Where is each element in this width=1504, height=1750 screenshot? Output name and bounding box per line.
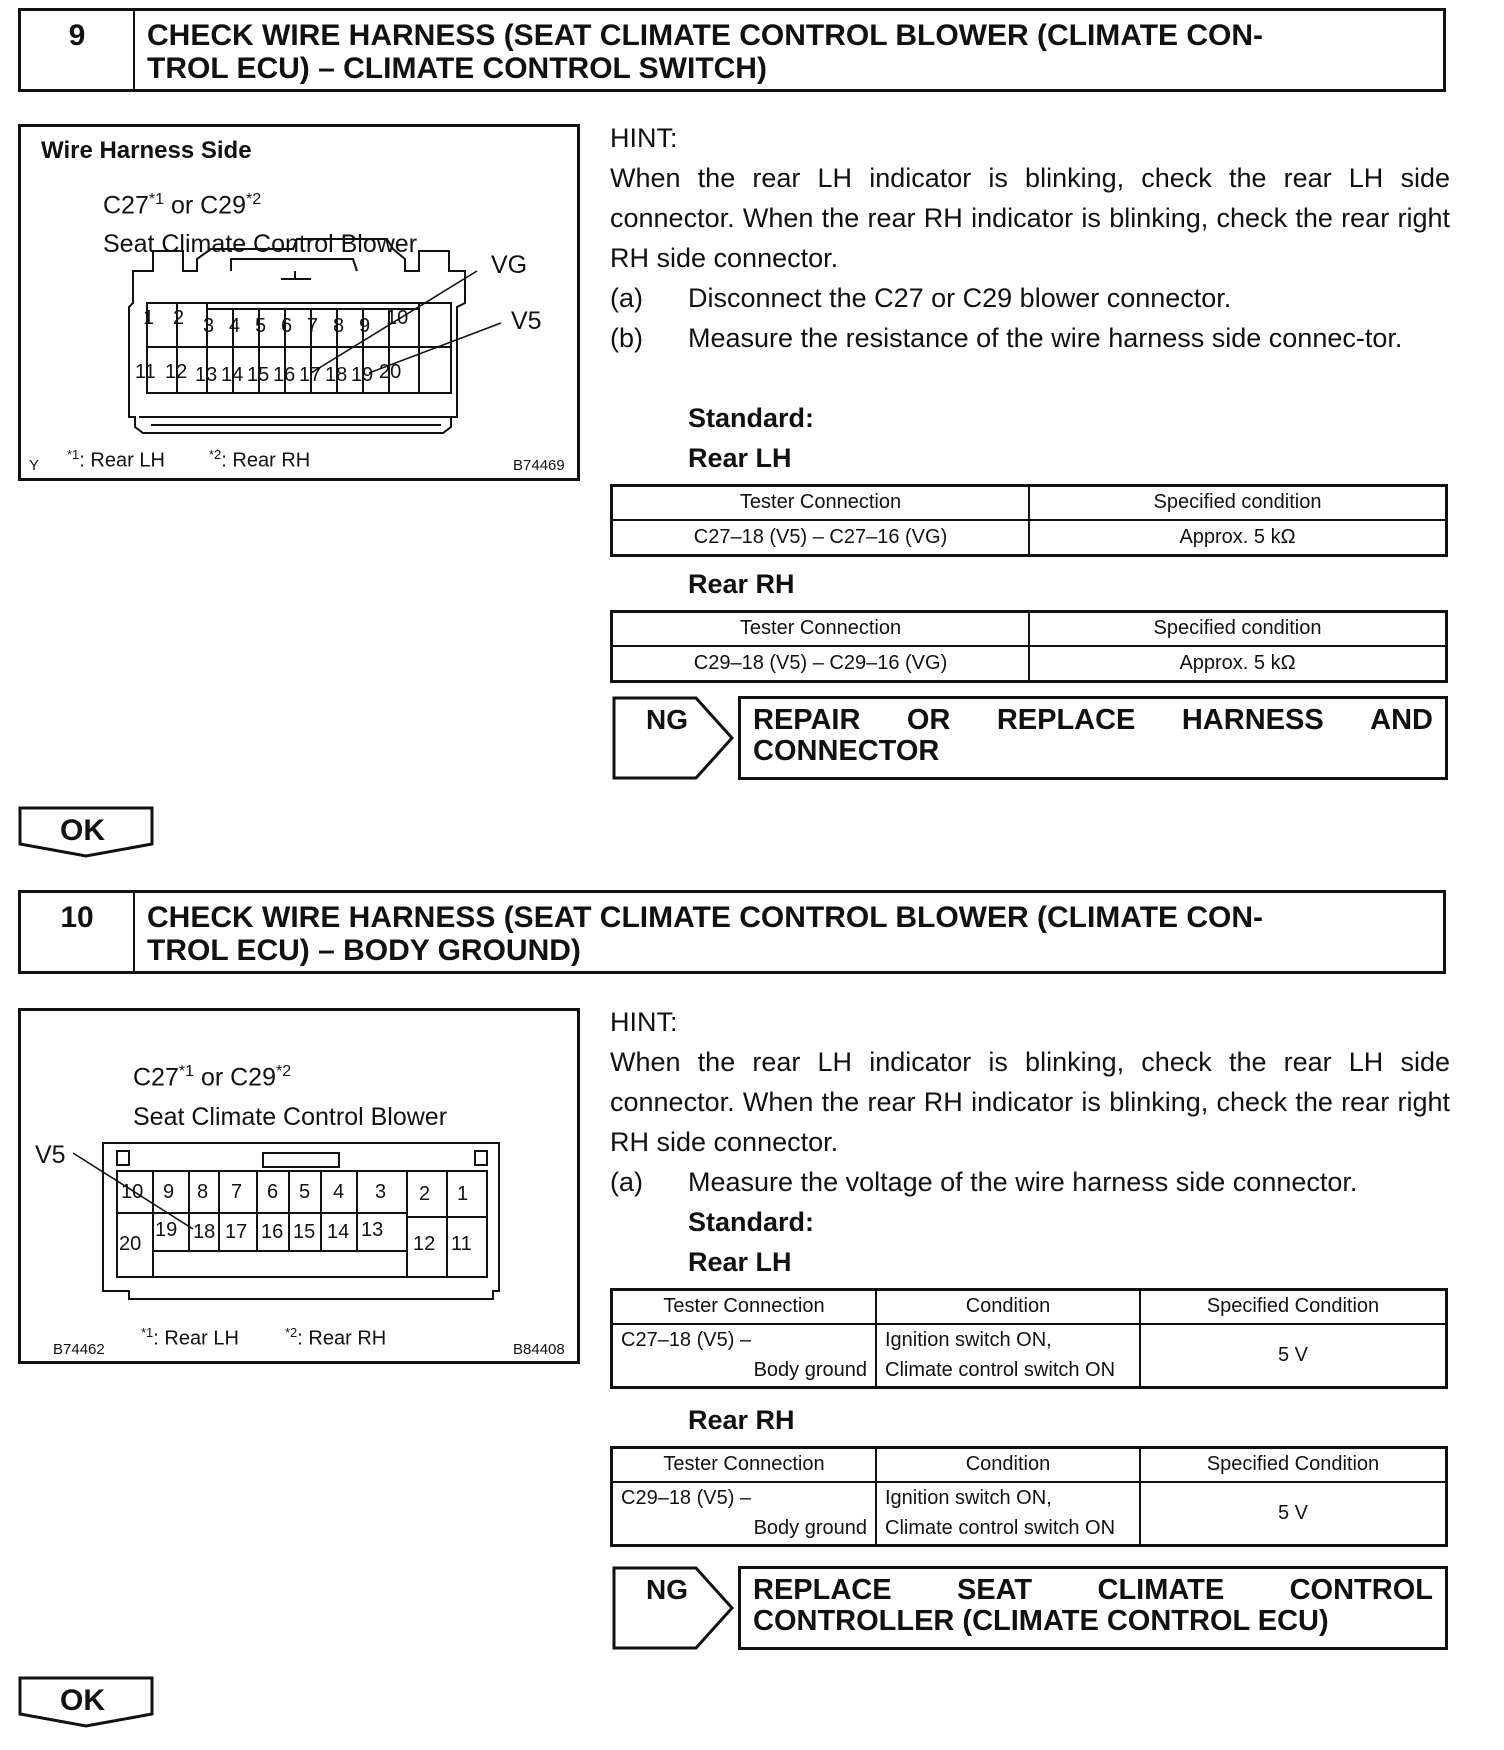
ng-label: NG <box>646 1574 688 1605</box>
pin-label: 19 <box>351 364 374 386</box>
pin-label: 7 <box>307 315 319 337</box>
pin-label: 4 <box>229 315 241 337</box>
pin-label: 10 <box>121 1181 144 1203</box>
terminal-label-vg: VG <box>491 251 528 279</box>
tester-connection-line2: Body ground <box>753 1359 867 1382</box>
ng-action-line1 <box>753 705 1433 736</box>
footnote-2-text: : Rear RH <box>297 1327 387 1350</box>
mark-a: *1 <box>148 191 164 208</box>
pin-label: 15 <box>247 364 270 386</box>
step-title-line2: TROL ECU) – BODY GROUND) <box>147 934 581 967</box>
step-number: 9 <box>21 11 135 89</box>
ng-word: HARNESS <box>1181 704 1324 736</box>
tester-connection-line1: C27–18 (V5) – <box>621 1329 752 1352</box>
step-10-header <box>18 890 1446 974</box>
ng-word: SEAT <box>956 1574 1033 1606</box>
pin-label: 11 <box>135 361 156 383</box>
instruction-b <box>610 318 1450 358</box>
table-row <box>612 1482 1447 1546</box>
pin-label: 13 <box>361 1219 384 1241</box>
instruction-text: Measure the resistance of the wire harness side connec-tor. <box>688 323 1403 353</box>
step-title <box>135 11 1443 89</box>
table-cell: C29–18 (V5) – C29–16 (VG) <box>612 646 1030 682</box>
pin-label: 4 <box>333 1181 345 1203</box>
ng-word: REPAIR <box>753 704 861 736</box>
connector-a: C27 <box>133 1063 179 1092</box>
ng-word: CONTROL <box>1289 1574 1433 1606</box>
condition-line2: Climate control switch ON <box>885 1359 1116 1382</box>
pin-label: 14 <box>327 1221 350 1243</box>
mark-a: *1 <box>178 1063 194 1080</box>
pin-label: 7 <box>231 1181 243 1203</box>
instruction-a <box>610 1162 1460 1202</box>
pin-label: 6 <box>267 1181 279 1203</box>
table-row <box>612 520 1447 556</box>
condition-line1: Ignition switch ON, <box>885 1329 1052 1352</box>
condition-line1: Ignition switch ON, <box>885 1487 1052 1510</box>
hint-label: HINT: <box>610 123 678 153</box>
rear-lh-label: Rear LH <box>688 443 792 473</box>
pin-label: 1 <box>143 307 155 329</box>
table-header: Tester Connection <box>612 486 1030 520</box>
table-header: Condition <box>876 1448 1140 1482</box>
corner-mark: Y <box>29 457 40 474</box>
pin-label: 17 <box>225 1221 248 1243</box>
ng-word: OR <box>906 704 951 736</box>
figure-code-left: B74462 <box>53 1341 105 1358</box>
standard-label: Standard: <box>688 1207 815 1237</box>
ng-action-line2: CONNECTOR <box>753 735 940 767</box>
footnote-2 <box>285 1325 386 1351</box>
component-name: Seat Climate Control Blower <box>103 230 418 258</box>
pin-label: 19 <box>155 1219 178 1241</box>
mark-b: *2 <box>246 191 262 208</box>
ok-label: OK <box>60 1684 105 1717</box>
spec-table-rear-lh <box>610 484 1448 557</box>
pin-label: 20 <box>119 1233 142 1255</box>
pin-label: 2 <box>419 1183 431 1205</box>
ng-action-line2: CONTROLLER (CLIMATE CONTROL ECU) <box>753 1605 1329 1637</box>
ng-action-box <box>738 1566 1448 1650</box>
tester-connection-line1: C29–18 (V5) – <box>621 1487 752 1510</box>
footnote-1-text: : Rear LH <box>79 449 165 472</box>
pin-label: 8 <box>333 315 345 337</box>
ng-word: REPLACE <box>753 1574 892 1606</box>
table-header: Specified condition <box>1029 486 1447 520</box>
footnote-2 <box>209 447 310 473</box>
table-cell: 5 V <box>1140 1324 1447 1388</box>
hint-text: When the rear LH indicator is blinking, check the rear LH side connector. When the rear RH indicator is blinking, check the rear right RH side connector. <box>610 163 1450 273</box>
footnote-1 <box>67 447 165 473</box>
pin-label: 10 <box>386 307 409 329</box>
table-header: Tester Connection <box>612 1290 877 1324</box>
terminal-label-v5: V5 <box>511 307 542 335</box>
step-title-line1: CHECK WIRE HARNESS (SEAT CLIMATE CONTROL BLOWER (CLIMATE CON- <box>147 19 1264 52</box>
pin-label: 18 <box>325 364 348 386</box>
table-header: Specified Condition <box>1140 1448 1447 1482</box>
pin-label: 9 <box>163 1181 175 1203</box>
footnote-1-text: : Rear LH <box>153 1327 239 1350</box>
tester-connection-line2: Body ground <box>753 1517 867 1540</box>
standard-label: Standard: <box>688 403 815 433</box>
connector-b: C29 <box>200 191 246 220</box>
table-cell: Approx. 5 kΩ <box>1029 520 1447 556</box>
table-header: Tester Connection <box>612 612 1030 646</box>
pin-label: 20 <box>379 361 402 383</box>
hint-text: When the rear LH indicator is blinking, check the rear LH side connector. When the rear RH indicator is blinking, check the rear right RH side connector. <box>610 1047 1450 1157</box>
rear-lh-label: Rear LH <box>688 1247 792 1277</box>
table-row <box>612 646 1447 682</box>
step-9-header <box>18 8 1446 92</box>
pin-label: 8 <box>197 1181 209 1203</box>
instruction-a <box>610 278 1450 318</box>
spec-table-rear-lh <box>610 1288 1448 1389</box>
instruction-letter: (b) <box>610 323 643 353</box>
pin-label: 5 <box>299 1181 311 1203</box>
rear-rh-label: Rear RH <box>688 569 795 599</box>
terminal-label-v5: V5 <box>35 1141 66 1169</box>
component-name: Seat Climate Control Blower <box>133 1103 448 1131</box>
table-cell <box>876 1482 1140 1546</box>
pin-label: 16 <box>261 1221 284 1243</box>
ng-action-box <box>738 696 1448 780</box>
or-text: or <box>164 191 201 220</box>
spec-table-rear-rh <box>610 610 1448 683</box>
instruction-text: Disconnect the C27 or C29 blower connector. <box>688 283 1232 313</box>
footnote-2-text: : Rear RH <box>221 449 311 472</box>
footnote-2-mark: *2 <box>285 1325 298 1340</box>
step-title <box>135 893 1443 971</box>
connector-a: C27 <box>103 191 149 220</box>
table-header: Tester Connection <box>612 1448 877 1482</box>
ok-label: OK <box>60 814 105 847</box>
figure-code: B84408 <box>513 1341 565 1358</box>
connector-figure-step10 <box>18 1008 580 1364</box>
pin-label: 14 <box>221 364 244 386</box>
mark-b: *2 <box>276 1063 292 1080</box>
table-cell <box>612 1482 877 1546</box>
pin-label: 11 <box>451 1233 472 1255</box>
ng-word: AND <box>1370 704 1433 736</box>
footnote-1 <box>141 1325 239 1351</box>
table-cell: C27–18 (V5) – C27–16 (VG) <box>612 520 1030 556</box>
table-cell: Approx. 5 kΩ <box>1029 646 1447 682</box>
pin-label: 13 <box>195 364 218 386</box>
figure-code: B74469 <box>513 457 565 474</box>
footnote-1-mark: *1 <box>141 1325 154 1340</box>
instruction-letter: (a) <box>610 283 643 313</box>
pin-label: 2 <box>173 307 185 329</box>
footnote-1-mark: *1 <box>67 447 80 462</box>
step-title-line1: CHECK WIRE HARNESS (SEAT CLIMATE CONTROL BLOWER (CLIMATE CON- <box>147 901 1264 934</box>
table-cell <box>612 1324 877 1388</box>
connector-b: C29 <box>230 1063 276 1092</box>
pin-label: 1 <box>457 1183 469 1205</box>
pin-label: 3 <box>375 1181 387 1203</box>
connector-figure-step9 <box>18 124 580 481</box>
pin-label: 15 <box>293 1221 316 1243</box>
ng-word: CLIMATE <box>1097 1574 1225 1606</box>
pin-label: 16 <box>273 364 296 386</box>
rear-rh-label: Rear RH <box>688 1405 795 1435</box>
step-title-line2: TROL ECU) – CLIMATE CONTROL SWITCH) <box>147 52 767 85</box>
or-text: or <box>194 1063 231 1092</box>
table-header: Specified condition <box>1029 612 1447 646</box>
instruction-text: Measure the voltage of the wire harness side connector. <box>688 1167 1358 1197</box>
pin-label: 6 <box>281 315 293 337</box>
table-header: Specified Condition <box>1140 1290 1447 1324</box>
figure-heading: Wire Harness Side <box>41 137 252 164</box>
connector-drawing <box>21 127 577 478</box>
pin-label: 18 <box>193 1221 216 1243</box>
hint-label: HINT: <box>610 1007 678 1037</box>
pin-label: 12 <box>413 1233 436 1255</box>
condition-line2: Climate control switch ON <box>885 1517 1116 1540</box>
step-number: 10 <box>21 893 135 971</box>
ng-label: NG <box>646 704 688 735</box>
footnote-2-mark: *2 <box>209 447 222 462</box>
ng-action-line1 <box>753 1575 1433 1606</box>
pin-label: 9 <box>359 315 371 337</box>
pin-label: 12 <box>165 361 188 383</box>
pin-label: 17 <box>299 364 322 386</box>
table-header: Condition <box>876 1290 1140 1324</box>
table-row <box>612 1324 1447 1388</box>
pin-label: 5 <box>255 315 267 337</box>
instruction-letter: (a) <box>610 1167 643 1197</box>
ng-word: REPLACE <box>996 704 1136 736</box>
table-cell <box>876 1324 1140 1388</box>
spec-table-rear-rh <box>610 1446 1448 1547</box>
table-cell: 5 V <box>1140 1482 1447 1546</box>
pin-label: 3 <box>203 315 215 337</box>
